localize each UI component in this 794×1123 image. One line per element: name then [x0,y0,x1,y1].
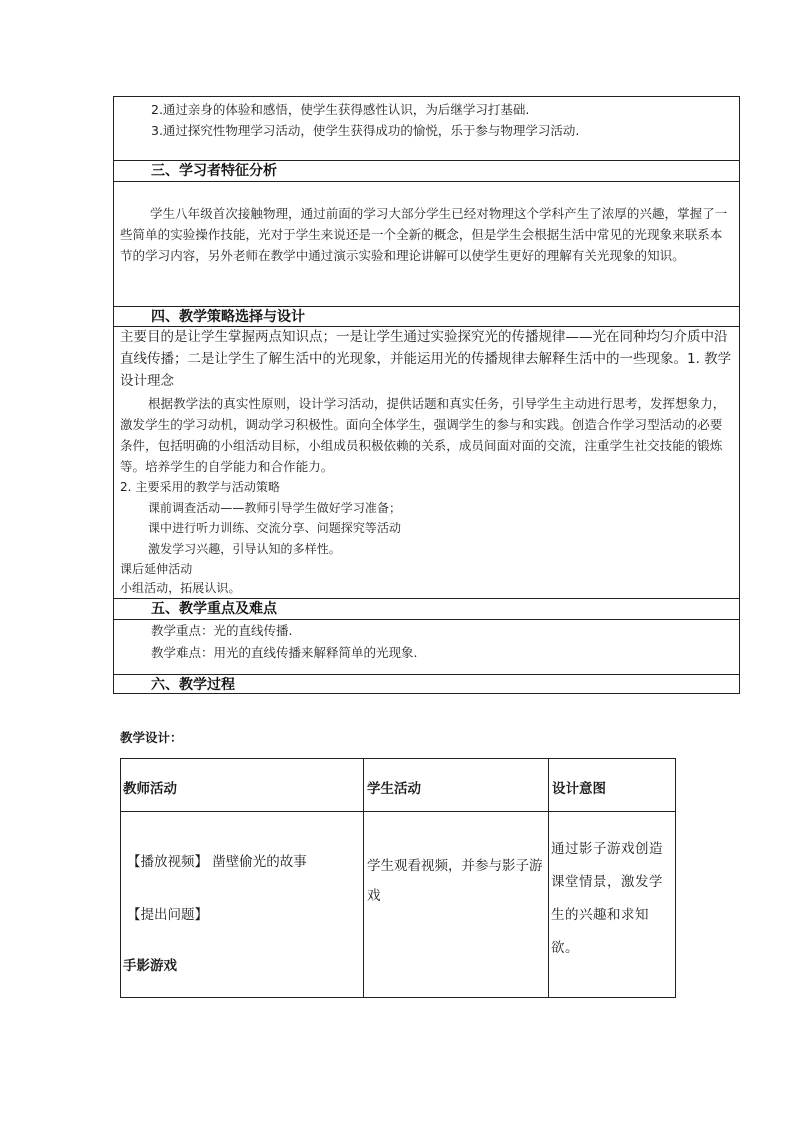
section-4-heading: 四、教学策略选择与设计 [151,309,305,325]
row-divider [114,181,739,182]
strategy-goal-text: 主要目的是让学生掌握两点知识点；一是让学生通过实验探究光的传播规律——光在同种均匀介质中沿直线传播；二是让学生了解生活中的光现象，并能运用光的传播规律去解释生活中的一些现象。1. 教学设计理念 [120,329,732,389]
column-header-intent: 设计意图 [552,781,606,797]
design-caption: 教学设计： [120,730,183,745]
section-6-heading: 六、教学过程 [151,677,235,693]
learner-analysis-text: 学生八年级首次接触物理，通过前面的学习大部分学生已经对物理这个学科产生了浓厚的兴趣，掌握了一些简单的实验操作技能，光对于学生来说还是一个全新的概念，但是学生会根据生活中常见的光现象来联系本节的学习内容，另外老师在教学中通过演示实验和理论讲解可以使学生更好的理解有关光现象的知识。 [120,206,728,263]
design-intent: 通过影子游戏创造课堂情景，激发学生的兴趣和求知欲。 [551,841,663,956]
strategy-line: 课前调查活动——教师引导学生做好学习准备； [148,501,402,515]
strategy-line: 课中进行听力训练、交流分享、问题探究等活动 [148,521,402,535]
row-divider [121,811,675,812]
strategy-line: 课后延伸活动 [120,562,193,576]
design-concept-text: 根据教学法的真实性原则，设计学习活动，提供话题和真实任务，引导学生主动进行思考，发挥想象力，激发学生的学习动机，调动学习积极性。面向全体学生，强调学生的参与和实践。创造合作学习型活动的必要条件，包括明确的小组活动目标，小组成员积极依赖的关系，成员间面对面的交流，注重学生社交技能的锻炼等。培养学生的自学能力和合作能力。 [120,396,726,474]
strategy-line: 小组活动，拓展认识。 [120,581,241,595]
lesson-plan-table [113,96,740,694]
objective-2: 2.通过亲身的体验和感悟，使学生获得感性认识，为后继学习打基础. [151,102,530,117]
strategy-item-2: 2. 主要采用的教学与活动策略 [120,480,281,494]
teacher-activity-game: 手影游戏 [123,958,177,974]
difficult-point: 教学难点：用光的直线传播来解释简单的光现象. [151,645,418,660]
column-header-teacher: 教师活动 [123,781,177,797]
student-activity: 学生观看视频，并参与影子游戏 [367,858,543,904]
section-5-heading: 五、教学重点及难点 [151,601,277,617]
teacher-activity-question: 【提出问题】 [127,907,208,923]
column-divider [548,759,549,997]
teacher-activity-video: 【播放视频】 凿壁偷光的故事 [127,854,307,870]
teaching-design-table [120,758,676,998]
column-header-student: 学生活动 [367,781,421,797]
objective-3: 3.通过探究性物理学习活动，使学生获得成功的愉悦，乐于参与物理学习活动. [151,123,580,138]
column-divider [363,759,364,997]
section-3-heading: 三、学习者特征分析 [151,163,277,179]
strategy-line: 激发学习兴趣，引导认知的多样性。 [148,542,341,556]
key-point: 教学重点：光的直线传播. [151,623,293,638]
